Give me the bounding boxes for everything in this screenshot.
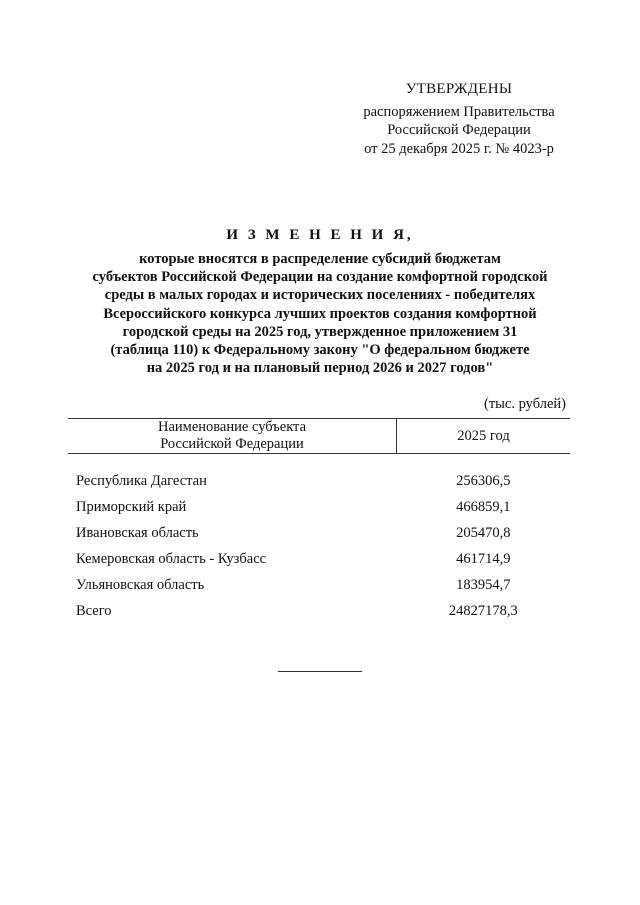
- subtitle-line: субъектов Российской Федерации на создание комфортной городской: [92, 269, 548, 286]
- subject-name: Ивановская область: [76, 524, 199, 541]
- subject-value: 256306,5: [456, 472, 511, 489]
- units-label: (тыс. рублей): [484, 396, 566, 412]
- subject-value: 183954,7: [456, 576, 511, 593]
- document-subtitle: [60, 250, 580, 377]
- subject-name: Ульяновская область: [76, 576, 205, 593]
- subtitle-line: Всероссийского конкурса лучших проектов создания комфортной: [103, 305, 537, 322]
- subject-value: 466859,1: [456, 498, 511, 515]
- subtitle-line: среды в малых городах и исторических поселениях - победителях: [104, 287, 536, 304]
- column-header-subject: [68, 419, 397, 454]
- document-title: И З М Е Н Е Н И Я,: [226, 227, 414, 243]
- table-row: [68, 520, 570, 546]
- approval-line: распоряжением Правительства: [363, 103, 555, 120]
- subtitle-line: городской среды на 2025 год, утвержденное приложением 31: [122, 323, 518, 340]
- column-header-year: 2025 год: [397, 419, 571, 454]
- subtitle-line: которые вносятся в распределение субсидий бюджетам: [139, 251, 501, 267]
- subtitle-line: (таблица 110) к Федеральному закону "О федеральном бюджете: [110, 342, 530, 359]
- subsidy-table: [68, 418, 570, 624]
- table-header-row: [68, 419, 570, 454]
- table-row: [68, 494, 570, 520]
- subtitle-line: на 2025 год и на плановый период 2026 и 2027 годов": [146, 360, 494, 377]
- table-row: [68, 546, 570, 572]
- table-row: [68, 572, 570, 598]
- header-line: Российской Федерации: [160, 436, 304, 452]
- subject-name: Республика Дагестан: [76, 472, 207, 489]
- subject-name: Кемеровская область - Кузбасс: [76, 550, 267, 567]
- subject-name: Приморский край: [76, 498, 187, 515]
- total-value: 24827178,3: [448, 602, 518, 619]
- table-row-total: [68, 598, 570, 624]
- header-line: Наименование субъекта: [157, 419, 307, 435]
- end-divider: [278, 671, 362, 672]
- subject-value: 461714,9: [456, 550, 511, 567]
- approval-block: [356, 80, 562, 158]
- subject-value: 205470,8: [456, 524, 511, 541]
- table-row: [68, 468, 570, 494]
- approval-line: Российской Федерации: [387, 122, 531, 138]
- approval-heading: УТВЕРЖДЕНЫ: [405, 81, 513, 97]
- total-label: Всего: [76, 602, 112, 619]
- approval-date-line: от 25 декабря 2025 г. № 4023-р: [364, 140, 554, 157]
